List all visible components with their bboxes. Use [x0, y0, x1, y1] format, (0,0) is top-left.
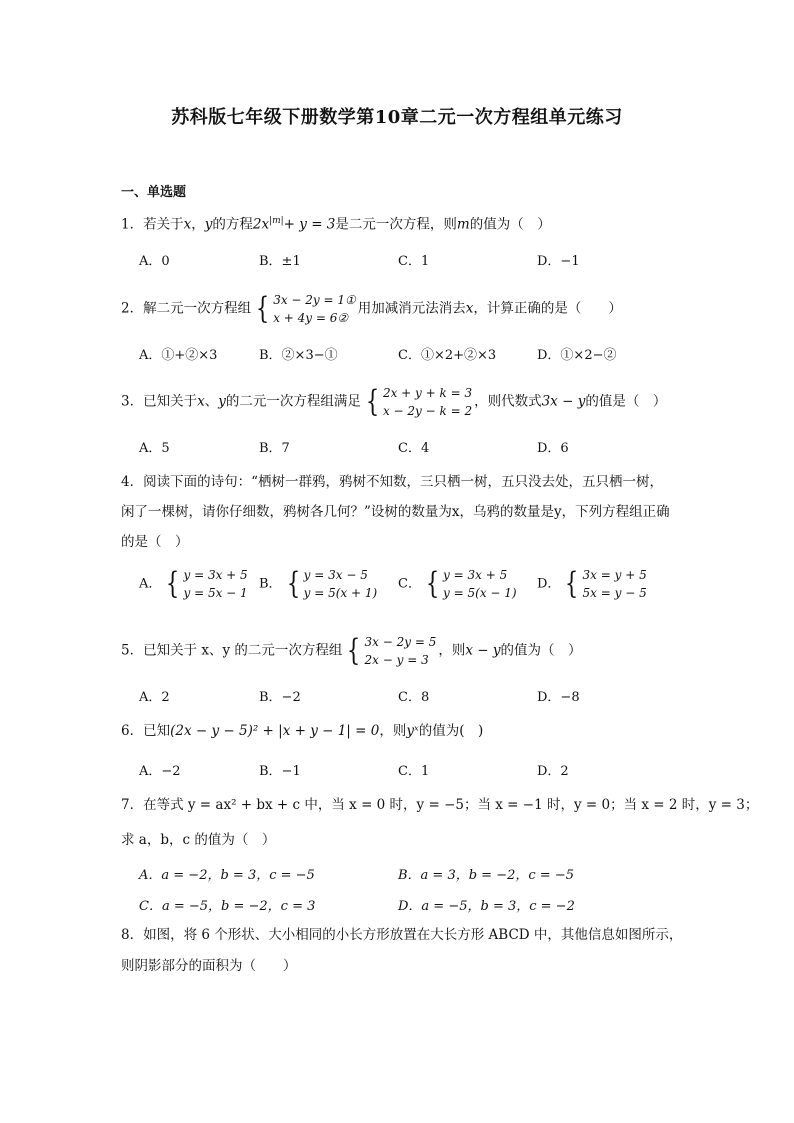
q6-option-a[interactable]: A．−2	[139, 764, 181, 779]
question-4: 4．阅读下面的诗句：“栖树一群鸦，鸦树不知数，三只栖一树，五只没去处，五只栖一树，闲了一棵树，请你仔细数，鸦树各几何？”设树的数量为x，乌鸦的数量是y，下列方程组正确的是（ ）	[121, 474, 670, 550]
q2-option-b[interactable]: B．②×3−①	[259, 348, 338, 363]
q3-option-c[interactable]: C．4	[398, 441, 430, 456]
q2-option-a[interactable]: A．①+②×3	[139, 348, 218, 363]
q2-option-c[interactable]: C．①×2+②×3	[398, 348, 497, 363]
q7-option-d[interactable]: D．a = −5，b = 3，c = −2	[398, 899, 575, 914]
q7-option-b[interactable]: B．a = 3，b = −2，c = −5	[398, 868, 574, 883]
q1-option-c[interactable]: C．1	[398, 254, 430, 269]
question-5: 5．已知关于 x、y 的二元一次方程组 { 3x − 2y = 5 2x − y = 3 ，则x − y的值为（ ）	[121, 633, 582, 668]
page-title: 苏科版七年级下册数学第10章二元一次方程组单元练习	[171, 107, 623, 128]
q5-option-b[interactable]: B．−2	[259, 690, 301, 705]
q4-option-a[interactable]: A． { y = 3x + 5 y = 5x − 1	[139, 566, 248, 601]
question-6: 6．已知(2x − y − 5)² + |x + y − 1| = 0，则yˣ的值为( )	[121, 723, 484, 739]
question-2: 2．解二元一次方程组 { 3x − 2y = 1① x + 4y = 6② 用加减消元法消去x，计算正确的是（ ）	[121, 291, 622, 326]
q6-option-d[interactable]: D．2	[537, 764, 569, 779]
question-7-line-2: 求 a，b，c 的值为（ ）	[121, 832, 276, 848]
q5-option-c[interactable]: C．8	[398, 690, 430, 705]
q3-option-b[interactable]: B．7	[259, 441, 290, 456]
q6-option-c[interactable]: C．1	[398, 764, 430, 779]
equation-system: { 3x − 2y = 1① x + 4y = 6②	[255, 291, 356, 326]
q3-option-a[interactable]: A．5	[139, 441, 170, 456]
equation-system: { 2x + y + k = 3 x − 2y − k = 2	[365, 384, 473, 419]
q4-option-c[interactable]: C． { y = 3x + 5 y = 5(x − 1)	[398, 566, 517, 601]
q1-option-b[interactable]: B．±1	[259, 254, 301, 269]
q4-option-d[interactable]: D． { 3x = y + 5 5x = y − 5	[537, 566, 647, 601]
question-8-line-1: 8．如图，将 6 个形状、大小相同的小长方形放置在大长方形 ABCD 中，其他信息如图所示，	[121, 927, 683, 943]
question-8-line-2: 则阴影部分的面积为（ ）	[121, 958, 297, 974]
q2-option-d[interactable]: D．①×2−②	[537, 348, 617, 363]
q7-option-a[interactable]: A．a = −2，b = 3，c = −5	[139, 868, 315, 883]
q4-option-b[interactable]: B． { y = 3x − 5 y = 5(x + 1)	[259, 566, 378, 601]
question-3: 3．已知关于x、y的二元一次方程组满足 { 2x + y + k = 3 x − 2y − k = 2 ，则代数式3x − y的值是（ ）	[121, 384, 667, 419]
question-7-line-1: 7．在等式 y = ax² + bx + c 中，当 x = 0 时，y = −5；当 x = −1 时，y = 0；当 x = 2 时，y = 3；	[121, 797, 759, 813]
equation-system: { 3x − 2y = 5 2x − y = 3	[347, 633, 437, 668]
q3-option-d[interactable]: D．6	[537, 441, 569, 456]
q5-option-a[interactable]: A．2	[139, 690, 170, 705]
q1-option-a[interactable]: A．0	[139, 254, 170, 269]
q5-option-d[interactable]: D．−8	[537, 690, 580, 705]
q1-option-d[interactable]: D．−1	[537, 254, 580, 269]
q6-option-b[interactable]: B．−1	[259, 764, 301, 779]
question-1: 1．若关于x，y的方程$2x^{|m|}+ y = 3$是二元一次方程，则m的值为（ ）	[121, 216, 551, 233]
section-heading: 一、单选题	[121, 185, 187, 200]
q7-option-c[interactable]: C．a = −5，b = −2，c = 3	[139, 899, 316, 914]
